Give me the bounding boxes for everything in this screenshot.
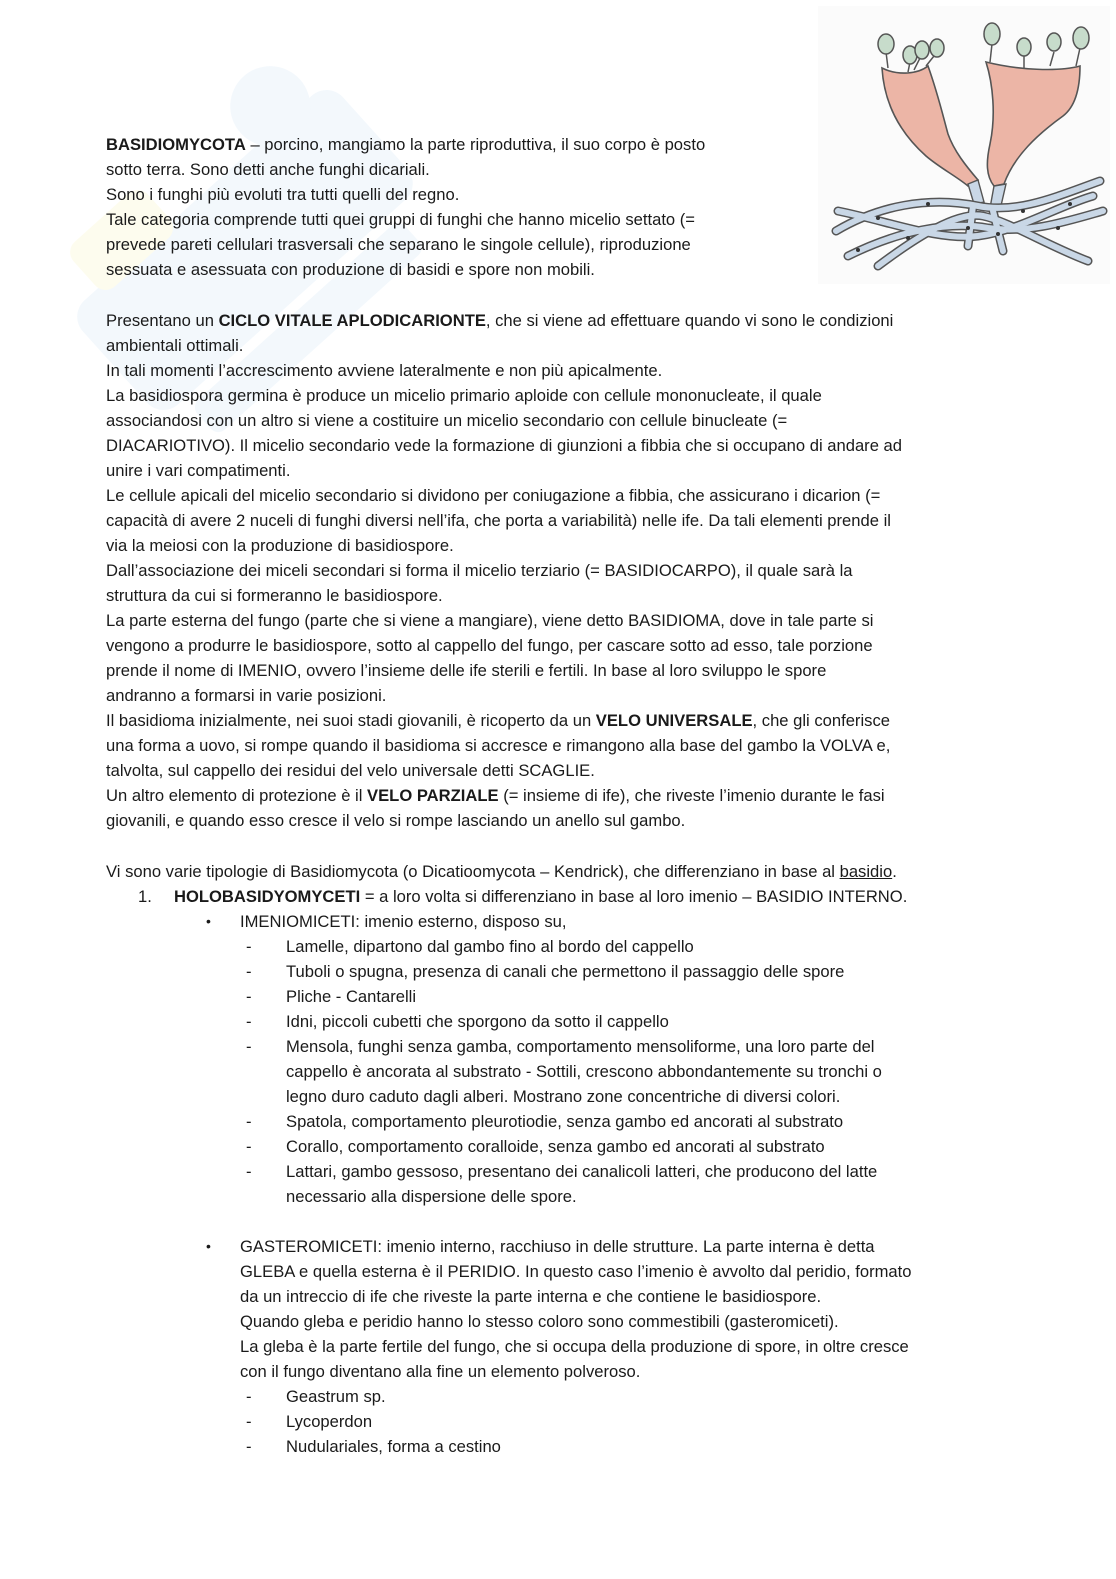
cycle-line-7: unire i vari compatimenti. [106, 461, 291, 480]
bullet-gasteromiceti [106, 1234, 1066, 1459]
list-item [240, 1134, 1066, 1159]
intro-line-3: Sono i funghi più evoluti tra tutti quelli del regno. [106, 185, 460, 204]
dash-marker: - [246, 1012, 252, 1031]
cycle-line-21: giovanili, e quando esso cresce il velo si rompe lasciando un anello sul gambo. [106, 811, 686, 830]
cycle-line-14: vengono a produrre le basidiospore, sotto al cappello del fungo, per cascare sotto ad esso, tale porzione [106, 636, 873, 655]
gasteromiceti-text [240, 1234, 1066, 1384]
numbered-item-holobasidyomyceti: 1. HOLOBASIDYOMYCETI = a loro volta si differenziano in base al loro imenio – BASIDIO INTERNO. [106, 884, 1066, 909]
spacer [106, 1209, 1066, 1234]
cycle-line-13: La parte esterna del fungo (parte che si viene a mangiare), viene detto BASIDIOMA, dove in tale parte si [106, 611, 874, 630]
dash-marker: - [246, 1387, 252, 1406]
dash-marker: - [246, 1162, 252, 1181]
intro-line-4: Tale categoria comprende tutti quei gruppi di funghi che hanno micelio settato (= [106, 210, 695, 229]
cycle-line-4: La basidiospora germina è produce un micelio primario aploide con cellule mononucleate, il quale [106, 386, 822, 405]
cycle-line-6: DIACARIOTIVO). Il micelio secondario vede la formazione di giunzioni a fibbia che si occupano di andare ad [106, 436, 902, 455]
intro-line-1: BASIDIOMYCOTA – porcino, mangiamo la parte riproduttiva, il suo corpo è posto [106, 135, 706, 154]
cycle-line-16: andranno a formarsi in varie posizioni. [106, 686, 387, 705]
list-item-line: Lamelle, dipartono dal gambo fino al bordo del cappello [286, 937, 694, 956]
cycle-line-9: capacità di avere 2 nuceli di funghi diversi nell’ifa, che porta a variabilità) nelle ife. Da tali elementi prende il [106, 511, 891, 530]
dash-marker: - [246, 937, 252, 956]
dash-marker: - [246, 1437, 252, 1456]
imeniomiceti-list [240, 934, 1066, 1209]
intro-line-6: sessuata e asessuata con produzione di basidi e spore non mobili. [106, 260, 595, 279]
cycle-line-17: Il basidioma inizialmente, nei suoi stadi giovanili, è ricoperto da un VELO UNIVERSALE, che gli conferisce [106, 711, 890, 730]
types-section [106, 859, 1066, 1459]
dash-marker: - [246, 1037, 252, 1056]
intro-line-2: sotto terra. Sono detti anche funghi dicariali. [106, 160, 430, 179]
gasteromiceti-line: GASTEROMICETI: imenio interno, racchiuso in delle strutture. La parte interna è detta [240, 1237, 875, 1256]
list-item-line: Pliche - Cantarelli [286, 987, 417, 1006]
gasteromiceti-line: da un intreccio di ife che riveste la parte interna e che contiene le basidiospore. [240, 1287, 822, 1306]
list-item-line: Corallo, comportamento coralloide, senza gambo ed ancorati al substrato [286, 1137, 825, 1156]
cycle-line-1: Presentano un CICLO VITALE APLODICARIONTE, che si viene ad effettuare quando vi sono le condizioni [106, 311, 894, 330]
life-cycle-section [106, 308, 1046, 833]
list-item [240, 1384, 1066, 1409]
gasteromiceti-line: Quando gleba e peridio hanno lo stesso coloro sono commestibili (gasteromiceti). [240, 1312, 839, 1331]
bullet-icon: • [206, 1238, 211, 1254]
list-item-text: Lycoperdon [286, 1412, 373, 1431]
list-item-line: legno duro caduto dagli alberi. Mostrano zone concentriche di diversi colori. [286, 1087, 841, 1106]
list-item [240, 1159, 1066, 1209]
cycle-line-2: ambientali ottimali. [106, 336, 244, 355]
dash-marker: - [246, 1412, 252, 1431]
intro-line-5: prevede pareti cellulari trasversali che separano le singole cellule), riproduzione [106, 235, 691, 254]
list-item-line: Tuboli o spugna, presenza di canali che permettono il passaggio delle spore [286, 962, 845, 981]
list-item-text: Geastrum sp. [286, 1387, 386, 1406]
list-item [240, 959, 1066, 984]
gasteromiceti-list [240, 1384, 1066, 1459]
dash-marker: - [246, 987, 252, 1006]
list-item-line: Lattari, gambo gessoso, presentano dei canalicoli latteri, che producono del latte [286, 1162, 878, 1181]
list-item [240, 1434, 1066, 1459]
list-item [240, 984, 1066, 1009]
gasteromiceti-line: La gleba è la parte fertile del fungo, che si occupa della produzione di spore, in oltre cresce [240, 1337, 909, 1356]
cycle-line-19: talvolta, sul cappello dei residui del velo universale detti SCAGLIE. [106, 761, 595, 780]
dash-marker: - [246, 1137, 252, 1156]
cycle-line-12: struttura da cui si formeranno le basidiospore. [106, 586, 443, 605]
list-item-text: Nudulariales, forma a cestino [286, 1437, 501, 1456]
list-item-line: Spatola, comportamento pleurotiodie, senza gambo ed ancorati al substrato [286, 1112, 844, 1131]
list-item [240, 1409, 1066, 1434]
cycle-line-15: prende il nome di IMENIO, ovvero l’insieme delle ife sterili e fertili. In base al loro sviluppo le spore [106, 661, 827, 680]
item-number: 1. [138, 887, 152, 906]
list-item [240, 934, 1066, 959]
intro-paragraph [106, 132, 806, 282]
gasteromiceti-line: con il fungo diventano alla fine un elemento polveroso. [240, 1362, 641, 1381]
list-item [240, 1109, 1066, 1134]
cycle-line-18: una forma a uovo, si rompe quando il basidioma si accresce e rimangono alla base del gambo la VOLVA e, [106, 736, 891, 755]
list-item-line: cappello è ancorata al substrato - Sottili, crescono abbondantemente su tronchi o [286, 1062, 882, 1081]
list-item [240, 1034, 1066, 1109]
imeniomiceti-title: IMENIOMICETI: imenio esterno, disposo su, [240, 912, 567, 931]
cycle-line-8: Le cellule apicali del micelio secondario si dividono per coniugazione a fibbia, che assicurano i dicarion (= [106, 486, 881, 505]
list-item-line: necessario alla dispersione delle spore. [286, 1187, 577, 1206]
dash-marker: - [246, 1112, 252, 1131]
cycle-line-5: associandosi con un altro si viene a costituire un micelio secondario con cellule binucleate (= [106, 411, 788, 430]
cycle-line-20: Un altro elemento di protezione è il VELO PARZIALE (= insieme di ife), che riveste l’imenio durante le fasi [106, 786, 885, 805]
title-basidiomycota: BASIDIOMYCOTA [106, 135, 246, 154]
bullet-imeniomiceti [106, 909, 1066, 1209]
dash-marker: - [246, 962, 252, 981]
bullet-icon: • [206, 913, 211, 929]
cycle-line-3: In tali momenti l’accrescimento avviene lateralmente e non più apicalmente. [106, 361, 663, 380]
basidiomycota-illustration [818, 6, 1110, 284]
list-item-line: Mensola, funghi senza gamba, comportamento mensoliforme, una loro parte del [286, 1037, 875, 1056]
gasteromiceti-line: GLEBA e quella esterna è il PERIDIO. In questo caso l’imenio è avvolto dal peridio, formato [240, 1262, 912, 1281]
list-item [240, 1009, 1066, 1034]
types-intro: Vi sono varie tipologie di Basidiomycota (o Dicatioomycota – Kendrick), che differenziano in base al basidio. [106, 862, 897, 881]
list-item-line: Idni, piccoli cubetti che sporgono da sotto il cappello [286, 1012, 669, 1031]
cycle-line-11: Dall’associazione dei miceli secondari si forma il micelio terziario (= BASIDIOCARPO), il quale sarà la [106, 561, 853, 580]
cycle-line-10: via la meiosi con la produzione di basidiospore. [106, 536, 454, 555]
basidio-underlined: basidio [839, 862, 893, 881]
